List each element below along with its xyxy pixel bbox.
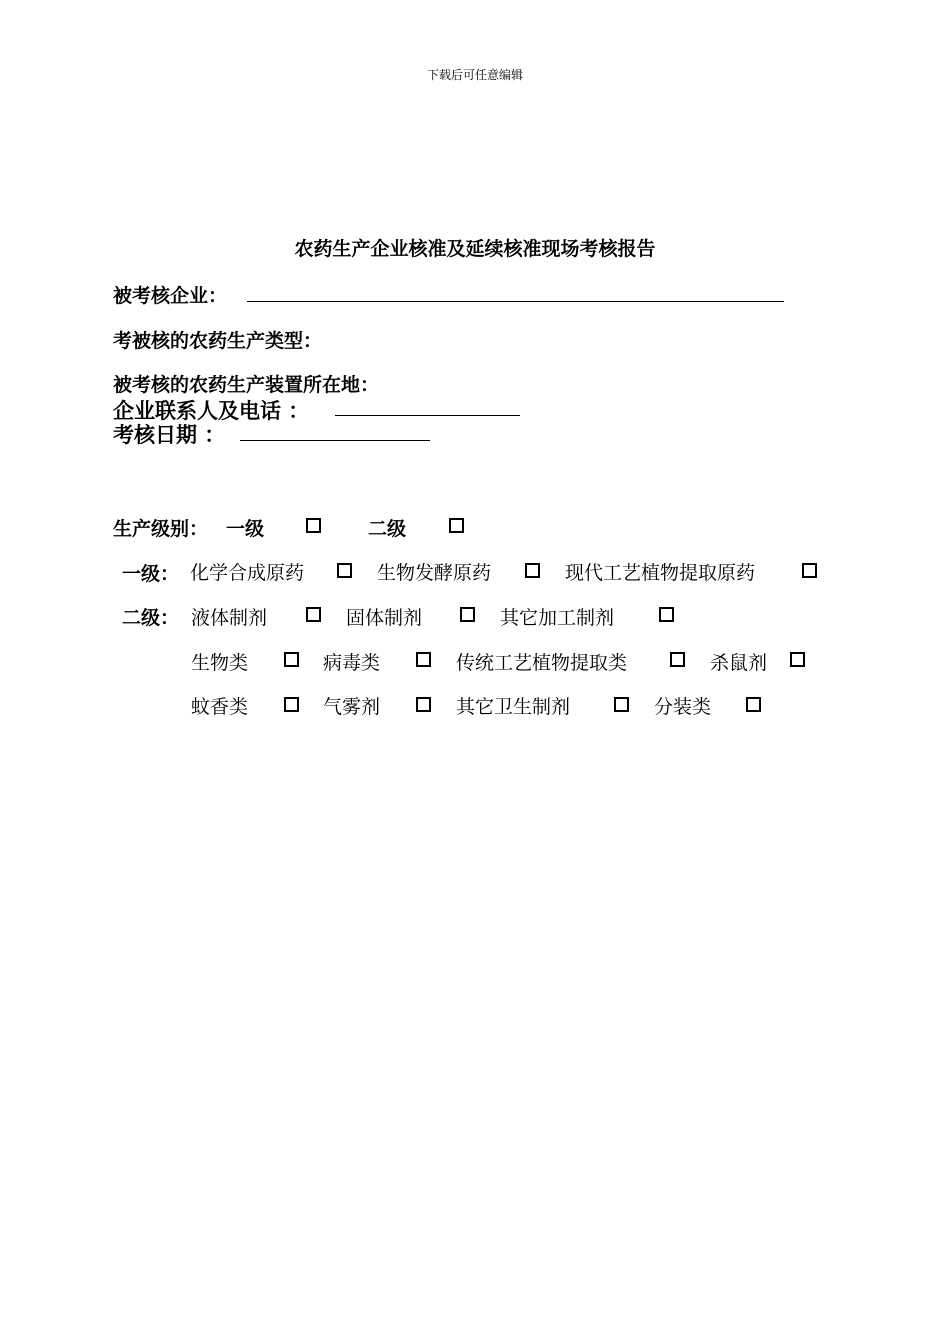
- header-note: 下载后可任意编辑: [426, 68, 523, 82]
- bio-fermentation-label: 生物发酵原药: [377, 562, 492, 584]
- location-label: 被考核的农药生产装置所在地：: [113, 374, 380, 396]
- mosquito-coil-label: 蚊香类: [191, 696, 249, 718]
- other-formulation-checkbox[interactable]: [659, 607, 674, 622]
- company-label: 被考核企业：: [113, 285, 228, 307]
- aerosol-checkbox[interactable]: [416, 697, 431, 712]
- production-level-label: 生产级别：: [113, 518, 209, 540]
- contact-blank-line[interactable]: [335, 415, 520, 416]
- level1-checkbox[interactable]: [306, 518, 321, 533]
- repackaging-label: 分装类: [654, 696, 712, 718]
- level2-row-label: 二级：: [122, 607, 180, 629]
- level1-option-label: 一级: [226, 518, 265, 540]
- date-label: 考核日期 ：: [113, 422, 226, 447]
- chem-synthesis-checkbox[interactable]: [337, 563, 352, 578]
- level2-checkbox[interactable]: [449, 518, 464, 533]
- modern-plant-extract-checkbox[interactable]: [802, 563, 817, 578]
- report-title: 农药生产企业核准及延续核准现场考核报告: [294, 238, 656, 260]
- chem-synthesis-label: 化学合成原药: [190, 562, 305, 584]
- traditional-plant-extract-checkbox[interactable]: [670, 652, 685, 667]
- solid-formulation-label: 固体制剂: [346, 607, 423, 629]
- mosquito-coil-checkbox[interactable]: [284, 697, 299, 712]
- rodenticide-checkbox[interactable]: [790, 652, 805, 667]
- modern-plant-extract-label: 现代工艺植物提取原药: [565, 562, 756, 584]
- liquid-formulation-checkbox[interactable]: [306, 607, 321, 622]
- rodenticide-label: 杀鼠剂: [710, 652, 768, 674]
- biological-checkbox[interactable]: [284, 652, 299, 667]
- other-hygiene-label: 其它卫生制剂: [456, 696, 571, 718]
- liquid-formulation-label: 液体制剂: [191, 607, 268, 629]
- solid-formulation-checkbox[interactable]: [460, 607, 475, 622]
- bio-fermentation-checkbox[interactable]: [525, 563, 540, 578]
- aerosol-label: 气雾剂: [323, 696, 381, 718]
- viral-checkbox[interactable]: [416, 652, 431, 667]
- viral-label: 病毒类: [323, 652, 381, 674]
- repackaging-checkbox[interactable]: [746, 697, 761, 712]
- company-blank-line[interactable]: [247, 301, 784, 302]
- traditional-plant-extract-label: 传统工艺植物提取类: [456, 652, 628, 674]
- level1-row-label: 一级：: [122, 563, 180, 585]
- biological-label: 生物类: [191, 652, 249, 674]
- level2-option-label: 二级: [368, 518, 407, 540]
- contact-label: 企业联系人及电话 ：: [113, 398, 310, 423]
- other-hygiene-checkbox[interactable]: [614, 697, 629, 712]
- date-blank-line[interactable]: [240, 440, 430, 441]
- other-formulation-label: 其它加工制剂: [500, 607, 615, 629]
- production-type-label: 考被核的农药生产类型：: [113, 330, 323, 352]
